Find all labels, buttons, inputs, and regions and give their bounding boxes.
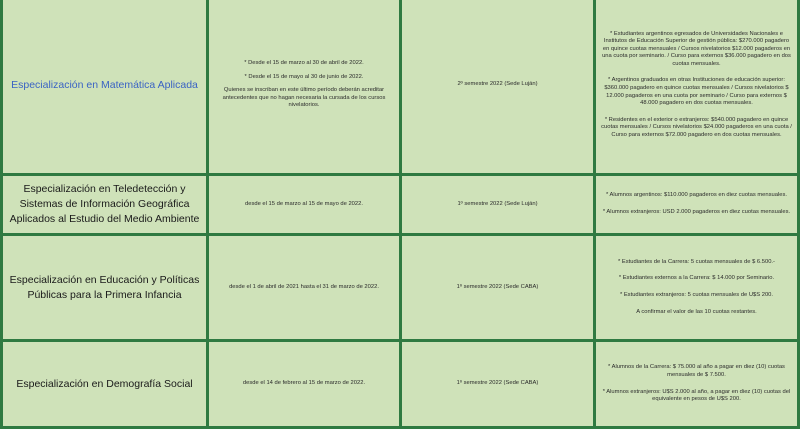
cost-text: * Alumnos argentinos: $110.000 pagaderos en diez cuotas mensuales. [605,192,787,199]
cost-text: * Alumnos de la Carrera: $ 75.000 al año a pagar en diez (10) cuotas mensuales de $ 7.500. [608,364,785,378]
inscription-cell [208,341,401,428]
cost-text: * Estudiantes externos a la Carrera: $ 14.000 por Seminario. [618,275,775,282]
program-cell [2,0,208,175]
costs-cell [595,235,799,341]
cost-text: * Estudiantes argentinos egresados de Universidades Nacionales e Institutos de Educación Superior de gestión pública: $270.000 pagadero en quince cuotas mensuales / Cursos nivelatorios $12.000 pagaderos en una cuota por seminario. / Curso para externos $36.000 pagadero en dos cuotas mensuales. [602,30,791,67]
cost-text: * Argentinos graduados en otras Instituciones de educación superior: $360.000 pagadero en quince cuotas mensuales / Cursos nivelatorios $ 12.000 pagaderos en una cuota por seminario / Curso para externos $ 48.000 pagadero en dos cuotas mensuales. [604,77,789,107]
inscription-cell [208,0,401,175]
cost-text: A confirmar el valor de las 10 cuotas restantes. [636,308,757,315]
inscription-text: * Desde el 15 de mayo al 30 de junio de 2022. [244,73,364,80]
table-row [2,175,799,235]
start-cell: 1º semestre 2022 (Sede CABA) [401,341,595,428]
inscription-text: Quienes se inscriban en este último período deberán acreditar antecedentes que no hagan necesaria la cursada de los cursos nivelatorios. [222,87,386,109]
cost-text: * Residentes en el exterior o extranjeros: $540.000 pagadero en quince cuotas mensuales / Cursos nivelatorios $24.000 pagaderos en una cuota / Curso para externos $72.000 pagadero en dos cuotas mensuales. [601,116,792,138]
cost-text: * Estudiantes extranjeros: 5 cuotas mensuales de U$S 200. [619,292,774,298]
program-link-matematica-aplicada[interactable]: Especialización en Matemática Aplicada [11,78,198,91]
program-cell: Especialización en Educación y Políticas Públicas para la Primera Infancia [2,235,208,341]
inscription-text: desde el 1 de abril de 2021 hasta el 31 de marzo de 2022. [229,283,379,290]
cost-text: * Alumnos extranjeros: USD 2.000 pagaderos en diez cuotas mensuales. [602,209,791,215]
costs-cell [595,175,799,235]
inscription-text: * Desde el 15 de marzo al 30 de abril de 2022. [244,60,364,67]
costs-cell [595,341,799,428]
costs-cell [595,0,799,175]
cost-text: * Estudiantes de la Carrera: 5 cuotas mensuales de $ 6.500.- [618,258,775,265]
inscription-cell [208,235,401,341]
start-cell: 1º semestre 2022 (Sede Luján) [401,175,595,235]
start-cell: 2º semestre 2022 (Sede Luján) [401,0,595,175]
inscription-cell [208,175,401,235]
cost-text: * Alumnos extranjeros: U$S 2.000 al año, a pagar en diez (10) cuotas del equivalente en pesos de U$S 200. [602,388,791,403]
table-row [2,235,799,341]
start-cell: 1º semestre 2022 (Sede CABA) [401,235,595,341]
inscription-text: desde el 14 de febrero al 15 de marzo de 2022. [242,380,366,387]
table-row [2,0,799,175]
program-cell: Especialización en Demografía Social [2,341,208,428]
inscription-text: desde el 15 de marzo al 15 de mayo de 2022. [245,200,363,207]
program-cell: Especialización en Teledetección y Sistemas de Información Geográfica Aplicados al Estudio del Medio Ambiente [2,175,208,235]
table-row [2,341,799,428]
